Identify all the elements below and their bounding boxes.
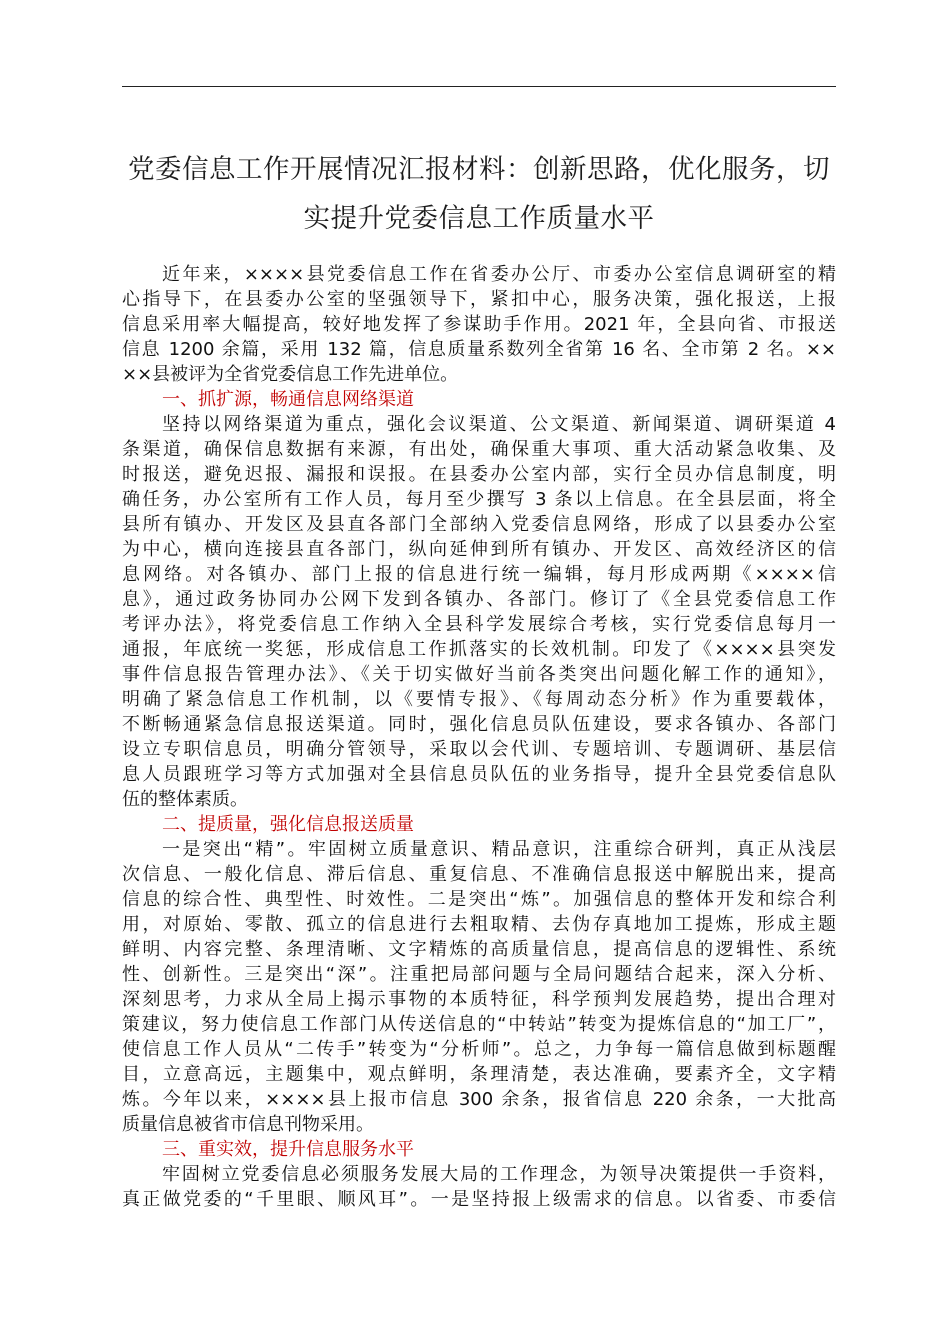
section-heading-1: 一、抓扩源，畅通信息网络渠道 [162,389,414,410]
paragraph-line: 信息的综合性、典型性、时效性。二是突出“炼”。加强信息的整体开发和综合利 [122,889,836,910]
paragraph-line: 真正做党委的“千里眼、顺风耳”。一是坚持报上级需求的信息。以省委、市委信 [122,1189,836,1210]
paragraph-line: 近年来，××××县党委信息工作在省委办公厅、市委办公室信息调研室的精 [162,264,836,285]
paragraph-line: 考评办法》，将党委信息工作纳入全县科学发展综合考核，实行党委信息每月一 [122,614,836,635]
paragraph-line: 不断畅通紧急信息报送渠道。同时，强化信息员队伍建设，要求各镇办、各部门 [122,714,836,735]
paragraph-line: 鲜明、内容完整、条理清晰、文字精炼的高质量信息，提高信息的逻辑性、系统 [122,939,836,960]
paragraph-line: 一是突出“精”。牢固树立质量意识、精品意识，注重综合研判，真正从浅层 [162,839,836,860]
title-line-2: 实提升党委信息工作质量水平 [303,203,655,234]
paragraph-line: 次信息、一般化信息、滞后信息、重复信息、不准确信息报送中解脱出来，提高 [122,864,836,885]
paragraph-line: 息人员跟班学习等方式加强对全县信息员队伍的业务指导，提升全县党委信息队 [122,764,836,785]
paragraph-line: 事件信息报告管理办法》、《关于切实做好当前各类突出问题化解工作的通知》， [122,664,836,685]
paragraph-line: 通报，年底统一奖惩，形成信息工作抓落实的长效机制。印发了《××××县突发 [122,639,836,660]
paragraph-line: 伍的整体素质。 [122,789,248,810]
paragraph-line: 坚持以网络渠道为重点，强化会议渠道、公文渠道、新闻渠道、调研渠道 4 [162,414,836,435]
document-title [118,145,840,243]
paragraph-line: 息》，通过政务协同办公网下发到各镇办、各部门。修订了《全县党委信息工作 [122,589,836,610]
paragraph-line: 设立专职信息员，明确分管领导，采取以会代训、专题培训、专题调研、基层信 [122,739,836,760]
paragraph-line: 牢固树立党委信息必须服务发展大局的工作理念，为领导决策提供一手资料， [162,1164,836,1185]
paragraph-line: 心指导下，在县委办公室的坚强领导下，紧扣中心，服务决策，强化报送，上报 [122,289,836,310]
paragraph-line: 质量信息被省市信息刊物采用。 [122,1114,374,1135]
paragraph-line: 目，立意高远，主题集中，观点鲜明，条理清楚，表达准确，要素齐全，文字精 [122,1064,836,1085]
paragraph-line: 明确了紧急信息工作机制，以《要情专报》、《每周动态分析》作为重要载体， [122,689,836,710]
paragraph-line: 性、创新性。三是突出“深”。注重把局部问题与全局问题结合起来，深入分析、 [122,964,836,985]
title-line-1: 党委信息工作开展情况汇报材料：创新思路，优化服务，切 [128,154,830,185]
paragraph-line: 策建议，努力使信息工作部门从传送信息的“中转站”转变为提炼信息的“加工厂”， [122,1014,836,1035]
paragraph-line: 时报送，避免迟报、漏报和误报。在县委办公室内部，实行全员办信息制度，明 [122,464,836,485]
paragraph-line: 条渠道，确保信息数据有来源，有出处，确保重大事项、重大活动紧急收集、及 [122,439,836,460]
section-heading-2: 二、提质量，强化信息报送质量 [162,814,414,835]
document-body [122,262,836,1212]
paragraph-line: 信息 1200 余篇，采用 132 篇，信息质量系数列全省第 16 名、全市第 2 名。×× [122,339,836,360]
paragraph-line: 炼。今年以来，××××县上报市信息 300 余条，报省信息 220 余条，一大批高 [122,1089,836,1110]
paragraph-line: 息网络。对各镇办、部门上报的信息进行统一编辑，每月形成两期《××××信 [122,564,836,585]
paragraph-line: 信息采用率大幅提高，较好地发挥了参谋助手作用。2021 年，全县向省、市报送 [122,314,836,335]
section-heading-3: 三、重实效，提升信息服务水平 [162,1139,414,1160]
paragraph-line: 深刻思考，力求从全局上揭示事物的本质特征，科学预判发展趋势，提出合理对 [122,989,836,1010]
header-rule [122,86,836,87]
paragraph-line: 确任务，办公室所有工作人员，每月至少撰写 3 条以上信息。在全县层面，将全 [122,489,836,510]
paragraph-line: 使信息工作人员从“二传手”转变为“分析师”。总之，力争每一篇信息做到标题醒 [122,1039,836,1060]
paragraph-line: 县所有镇办、开发区及县直各部门全部纳入党委信息网络，形成了以县委办公室 [122,514,836,535]
paragraph-line: 用，对原始、零散、孤立的信息进行去粗取精、去伪存真地加工提炼，形成主题 [122,914,836,935]
paragraph-line: ××县被评为全省党委信息工作先进单位。 [122,364,459,385]
paragraph-line: 为中心，横向连接县直各部门，纵向延伸到所有镇办、开发区、高效经济区的信 [122,539,836,560]
